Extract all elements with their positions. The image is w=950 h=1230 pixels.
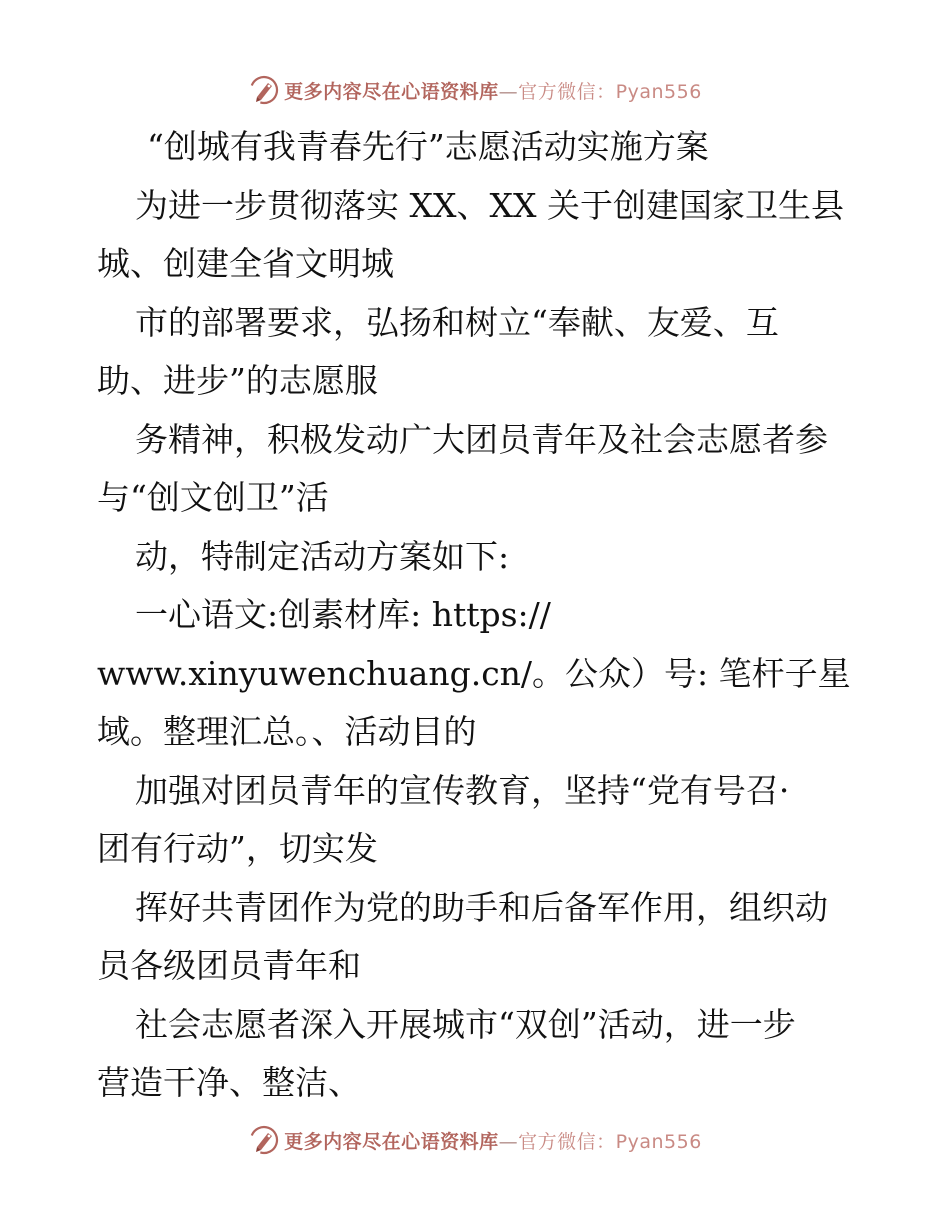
text-line: 域。整理汇总。、活动目的 bbox=[97, 712, 477, 751]
text-line: 动，特制定活动方案如下: bbox=[135, 536, 510, 576]
document-body bbox=[97, 118, 857, 1113]
footer-banner-text: 更多内容尽在心语资料库—官方微信：Pyan556 bbox=[284, 1130, 702, 1153]
text-line: 加强对团员青年的宣传教育，坚持“党有号召· bbox=[135, 770, 790, 810]
text-line: 与“创文创卫”活 bbox=[97, 478, 329, 517]
pen-logo-icon bbox=[248, 74, 280, 106]
text-line: 城、创建全省文明城 bbox=[97, 244, 394, 283]
text-line: 营造干净、整洁、 bbox=[97, 1063, 361, 1102]
text-line: 一心语文:创素材库: https:// bbox=[135, 595, 551, 634]
text-line: 社会志愿者深入开展城市“双创”活动，进一步 bbox=[135, 1004, 796, 1044]
text-line: 市的部署要求，弘扬和树立“奉献、友爱、互 bbox=[135, 302, 779, 342]
header-watermark-banner bbox=[0, 70, 950, 110]
text-line: 务精神，积极发动广大团员青年及社会志愿者参 bbox=[135, 419, 828, 459]
text-line: 为进一步贯彻落实 XX、XX 关于创建国家卫生县 bbox=[135, 185, 844, 225]
text-line: 挥好共青团作为党的助手和后备军作用，组织动 bbox=[135, 887, 828, 927]
text-line: 员各级团员青年和 bbox=[97, 946, 361, 985]
document-title: “创城有我青春先行”志愿活动实施方案 bbox=[147, 127, 709, 166]
footer-watermark-banner bbox=[0, 1120, 950, 1160]
text-line: 团有行动”，切实发 bbox=[97, 829, 378, 868]
pen-logo-icon bbox=[248, 1124, 280, 1156]
header-banner-text: 更多内容尽在心语资料库—官方微信：Pyan556 bbox=[284, 80, 702, 103]
text-line: 助、进步”的志愿服 bbox=[97, 361, 378, 400]
text-line: www.xinyuwenchuang.cn/。公众）号: 笔杆子星 bbox=[97, 653, 851, 693]
